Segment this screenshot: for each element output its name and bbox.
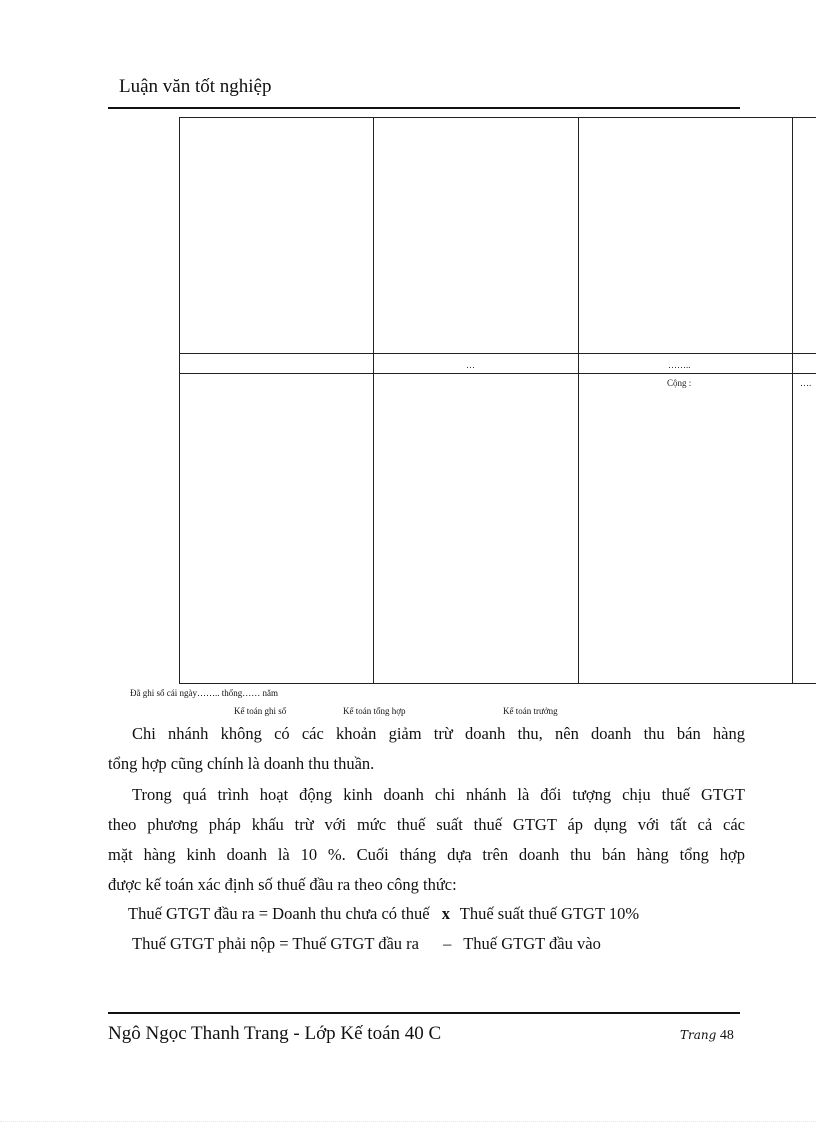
formula-output-vat	[128, 904, 639, 924]
table-total-label: Cộng :	[667, 378, 692, 388]
formula-operator: –	[443, 934, 452, 953]
table-row-divider-2	[179, 373, 816, 374]
header-divider	[108, 107, 740, 109]
signature-general-accountant: Kế toán tổng hợp	[343, 706, 406, 716]
table-border-left	[179, 117, 180, 684]
table-border-bottom	[179, 683, 816, 684]
footer-page	[680, 1028, 734, 1044]
table-total-value: ….	[800, 378, 812, 388]
footer-author: Ngô Ngọc Thanh Trang - Lớp Kế toán 40 C	[108, 1023, 442, 1044]
page-header-title: Luận văn tốt nghiệp	[119, 76, 272, 97]
paragraph-revenue	[108, 719, 745, 779]
table-row-divider-1	[179, 353, 816, 354]
paragraph-line: được kế toán xác định số thuế đầu ra theo công thức:	[108, 875, 457, 894]
table-column-divider-1	[373, 117, 374, 684]
page-bottom-edge	[0, 1121, 816, 1122]
signature-bookkeeper: Kế toán ghi sổ	[234, 706, 287, 716]
paragraph-line: theo phương pháp khấu trừ với mức thuế suất thuế GTGT áp dụng với tất cả các	[108, 815, 745, 834]
page-number: 48	[719, 1028, 734, 1043]
formula-left: Thuế GTGT đầu ra = Doanh thu chưa có thuế	[128, 904, 430, 923]
table-cell-dots: ……..	[668, 360, 691, 370]
formula-payable-vat	[132, 934, 601, 954]
paragraph-line: Trong quá trình hoạt động kinh doanh chi nhánh là đối tượng chịu thuế GTGT	[132, 785, 745, 804]
formula-operator: x	[441, 904, 450, 923]
formula-left: Thuế GTGT phải nộp = Thuế GTGT đầu ra	[132, 934, 419, 953]
paragraph-vat	[108, 780, 745, 900]
ledger-date-line: Đã ghi sổ cái ngày…….. thống…… năm	[130, 688, 278, 698]
table-border-top	[179, 117, 816, 118]
table-cell-dots: …	[466, 360, 475, 370]
paragraph-line: tổng hợp cũng chính là doanh thu thuần.	[108, 754, 375, 773]
signature-chief-accountant: Kế toán trưởng	[503, 706, 558, 716]
table-column-divider-3	[792, 117, 793, 684]
formula-right: Thuế GTGT đầu vào	[463, 934, 601, 953]
table-column-divider-2	[578, 117, 579, 684]
paragraph-line: Chi nhánh không có các khoản giảm trừ doanh thu, nên doanh thu bán hàng	[132, 724, 745, 743]
formula-right: Thuế suất thuế GTGT 10%	[459, 904, 640, 923]
footer-divider	[108, 1012, 740, 1014]
page-label: Trang	[680, 1028, 717, 1042]
paragraph-line: mặt hàng kinh doanh là 10 %. Cuối tháng dựa trên doanh thu bán hàng tổng hợp	[108, 845, 745, 864]
